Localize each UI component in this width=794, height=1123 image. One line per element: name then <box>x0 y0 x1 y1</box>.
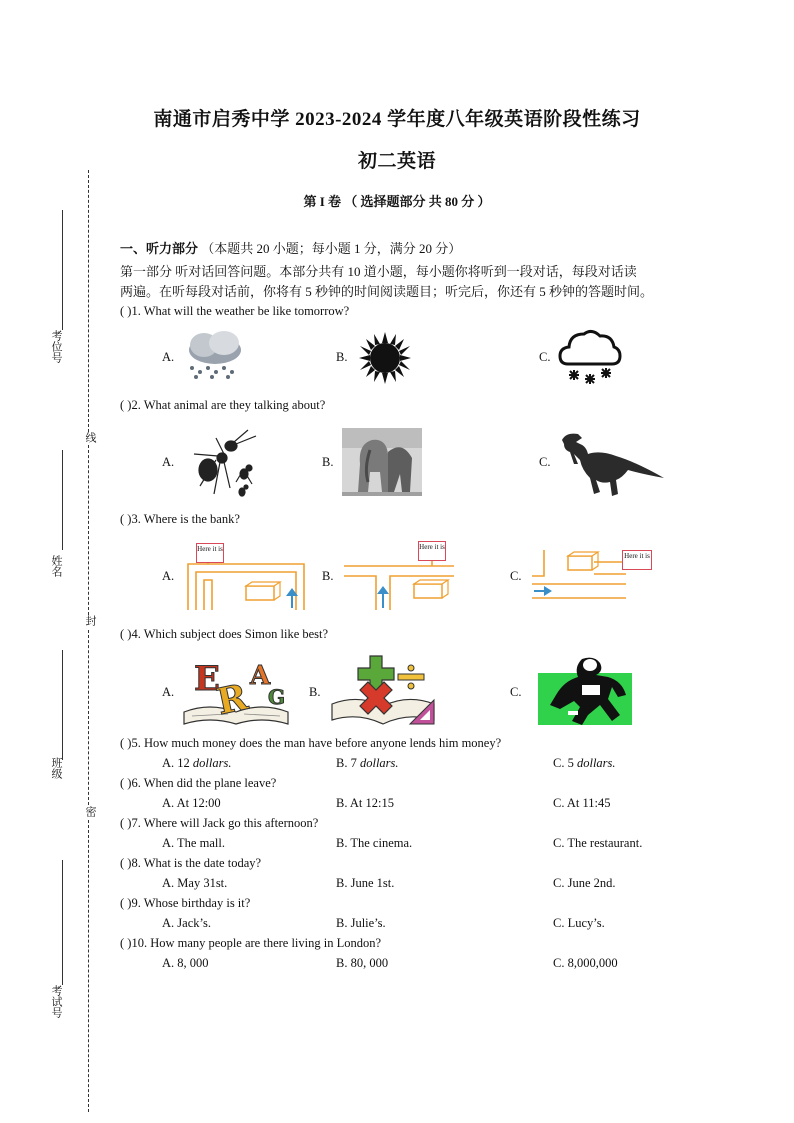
page-title: 南通市启秀中学 2023-2024 学年度八年级英语阶段性练习 <box>153 109 641 130</box>
question-1: ( )1. What will the weather be like tomorrow? <box>120 304 350 318</box>
rain-cloud-icon <box>180 330 250 382</box>
elephant-icon <box>342 428 422 496</box>
here-sign-text: Here it is <box>419 543 445 551</box>
q7-option-c: C. The restaurant. <box>553 836 643 850</box>
seat-label: 考位号 <box>50 330 62 363</box>
here-sign <box>196 543 224 563</box>
svg-text:A: A <box>250 661 271 691</box>
binding-dashed-line <box>88 820 89 1112</box>
q5-option-c-value: C. 5 <box>553 756 577 770</box>
q5-option-b <box>336 756 399 771</box>
q9-option-b: B. Julie’s. <box>336 916 386 930</box>
svg-text:R: R <box>213 676 252 724</box>
binding-label-xian: 线 <box>84 432 96 443</box>
q1-option-a-label: A. <box>162 350 175 364</box>
q5-option-a-unit: dollars. <box>192 756 232 770</box>
q4-option-c-label: C. <box>510 685 522 699</box>
name-label: 姓名 <box>50 555 62 577</box>
question-3: ( )3. Where is the bank? <box>120 512 240 526</box>
q9-option-c: C. Lucy’s. <box>553 916 605 930</box>
exam-no-blank-line <box>62 860 63 985</box>
question-7: ( )7. Where will Jack go this afternoon? <box>120 816 319 830</box>
q8-option-b: B. June 1st. <box>336 876 395 890</box>
svg-text:G: G <box>268 685 286 709</box>
page-subtitle: 初二英语 <box>357 151 436 172</box>
question-8: ( )8. What is the date today? <box>120 856 262 870</box>
seat-blank-line <box>62 210 63 330</box>
section-intro-line1: 第一部分 听对话回答问题。本部分共有 10 道小题，每小题你将听到一段对话，每段对话读 <box>120 264 637 279</box>
q5-option-c-unit: dollars. <box>576 756 616 770</box>
q4-option-a-label: A. <box>162 685 175 699</box>
binding-label-mi: 密 <box>84 806 96 817</box>
q8-option-c: C. June 2nd. <box>553 876 616 890</box>
binding-margin <box>40 170 100 1120</box>
q5-option-b-value: B. 7 <box>336 756 360 770</box>
exam-no-label: 考试号 <box>50 985 62 1018</box>
here-sign-text: Here it is <box>624 552 650 560</box>
binding-dashed-line <box>88 445 89 615</box>
section-heading <box>120 238 461 257</box>
q3-option-b-label: B. <box>322 569 334 583</box>
q2-option-b-label: B. <box>322 455 334 469</box>
map-a-icon <box>182 540 308 610</box>
q6-option-a: A. At 12:00 <box>162 796 221 810</box>
class-blank-line <box>62 650 63 760</box>
q10-option-a: A. 8, 000 <box>162 956 209 970</box>
snow-cloud-icon <box>558 326 622 388</box>
question-9: ( )9. Whose birthday is it? <box>120 896 251 910</box>
q8-option-a: A. May 31st. <box>162 876 228 890</box>
q5-option-c <box>553 756 616 771</box>
q5-option-b-unit: dollars. <box>359 756 399 770</box>
football-icon <box>538 655 632 725</box>
english-book-icon <box>180 654 292 726</box>
q7-option-b: B. The cinema. <box>336 836 413 850</box>
math-book-icon <box>330 654 436 726</box>
question-4: ( )4. Which subject does Simon like best? <box>120 627 329 641</box>
map-b-icon <box>342 540 456 610</box>
question-5: ( )5. How much money does the man have before anyone lends him money? <box>120 736 502 750</box>
section-intro-line2: 两遍。在听每段对话前，你将有 5 秒钟的时间阅读题目；听完后，你还有 5 秒钟的答题时间。 <box>120 284 654 299</box>
here-sign-text: Here it is <box>197 545 223 553</box>
binding-label-feng: 封 <box>84 615 96 626</box>
question-10: ( )10. How many people are there living in London? <box>120 936 382 950</box>
question-2: ( )2. What animal are they talking about? <box>120 398 326 412</box>
q2-option-a-label: A. <box>162 455 175 469</box>
q3-option-c-label: C. <box>510 569 522 583</box>
q10-option-b: B. 80, 000 <box>336 956 389 970</box>
name-blank-line <box>62 450 63 550</box>
q4-option-b-label: B. <box>309 685 321 699</box>
q1-option-b-label: B. <box>336 350 348 364</box>
section-heading-note: （本题共 20 小题；每小题 1 分，满分 20 分） <box>201 241 462 256</box>
question-6: ( )6. When did the plane leave? <box>120 776 277 790</box>
q7-option-a: A. The mall. <box>162 836 225 850</box>
svg-text:E: E <box>194 659 220 699</box>
binding-dashed-line <box>88 630 89 805</box>
here-sign <box>418 541 446 561</box>
q1-option-c-label: C. <box>539 350 551 364</box>
q3-option-a-label: A. <box>162 569 175 583</box>
q6-option-c: C. At 11:45 <box>553 796 611 810</box>
q9-option-a: A. Jack’s. <box>162 916 211 930</box>
class-label: 班级 <box>50 757 62 779</box>
q2-option-c-label: C. <box>539 455 551 469</box>
section-heading-title: 一、听力部分 <box>120 241 199 256</box>
q6-option-b: B. At 12:15 <box>336 796 394 810</box>
ant-icon <box>186 424 260 498</box>
map-c-icon <box>530 544 658 602</box>
part-heading: 第 I 卷 （ 选择题部分 共 80 分 ） <box>303 194 491 209</box>
q5-option-a <box>162 756 231 771</box>
sun-icon <box>356 332 414 384</box>
here-sign <box>622 550 652 570</box>
q10-option-c: C. 8,000,000 <box>553 956 618 970</box>
q5-option-a-value: A. 12 <box>162 756 193 770</box>
dinosaur-icon <box>556 430 668 498</box>
